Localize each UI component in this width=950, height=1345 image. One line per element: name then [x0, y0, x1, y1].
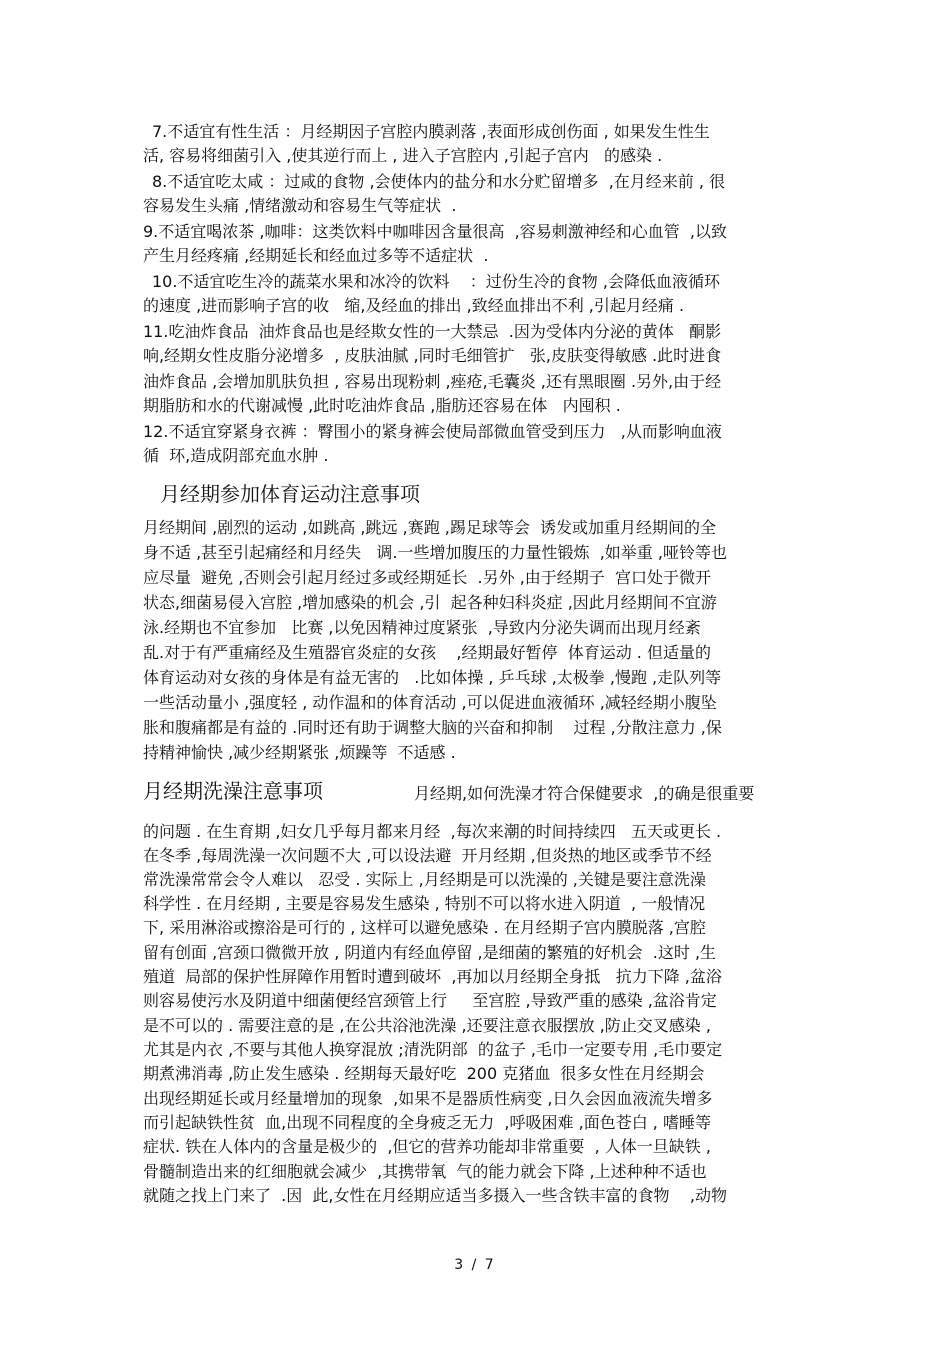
text-line: 留有创面 ,宫颈口微微开放 , 阴道内有经血停留 ,是细菌的繁殖的好机会 .这时 ,生 — [143, 943, 717, 962]
text-line: 常洗澡常常会令人难以 忍受 . 实际上 ,月经期是可以洗澡的 ,关键是要注意洗澡 — [143, 870, 706, 889]
text-line: 油炸食品 ,会增加肌肤负担 , 容易出现粉刺 ,痤疮,毛囊炎 ,还有黑眼圈 .另外,由于经 — [143, 372, 722, 391]
text-line: 体育运动对女孩的身体是有益无害的 .比如体操 , 乒乓球 ,太极拳 ,慢跑 ,走队列等 — [143, 668, 722, 687]
text-line: 期煮沸消毒 ,防止发生感染 . 经期每天最好吃 200 克猪血 很多女性在月经期会 — [143, 1064, 705, 1083]
text-line: 7.不适宜有性生活 ：月经期因子宫腔内膜剥落 ,表面形成创伤面 , 如果发生性生 — [152, 122, 710, 141]
text-line: 一些活动量小 ,强度轻 , 动作温和的体育活动 ,可以促进血液循环 ,减轻经期小腹坠 — [143, 693, 717, 712]
text-line: 12.不适宜穿紧身衣裤 ：臀围小的紧身裤会使局部微血管受到压力 ,从而影响血液 — [143, 422, 722, 441]
text-line: 响,经期女性皮脂分泌增多 , 皮肤油腻 ,同时毛细管扩 张,皮肤变得敏感 .此时进食 — [143, 346, 722, 365]
text-line: 殖道 局部的保护性屏障作用暂时遭到破坏 ,再加以月经期全身抵 抗力下降 ,盆浴 — [143, 967, 722, 986]
text-line: 10.不适宜吃生冷的蔬菜水果和冰冷的饮料 ：过份生冷的食物 ,会降低血液循环 — [152, 272, 720, 291]
text-line: 9.不适宜喝浓茶 ,咖啡：这类饮料中咖啡因含量很高 ,容易刺激神经和心血管 ,以致 — [143, 222, 727, 241]
text-line: 月经期间 ,剧烈的运动 ,如跳高 ,跳远 ,赛跑 ,踢足球等会 诱发或加重月经期间的全 — [143, 518, 717, 537]
text-line: 症状. 铁在人体内的含量是极少的 ,但它的营养功能却非常重要 , 人体一旦缺铁 , — [143, 1137, 711, 1156]
text-line: 骨髓制造出来的红细胞就会减少 ,其携带氧 气的能力就会下降 ,上述种种不适也 — [143, 1162, 707, 1181]
text-line: 科学性 . 在月经期 , 主要是容易发生感染 , 特别不可以将水进入阴道 , 一般情况 — [143, 894, 706, 913]
page-number: 3 / 7 — [454, 1257, 496, 1273]
text-line: 乱.对于有严重痛经及生殖器官炎症的女孩 ,经期最好暂停 体育运动 . 但适量的 — [143, 643, 711, 662]
text-line: 尤其是内衣 ,不要与其他人换穿混放 ;清洗阴部 的盆子 ,毛巾一定要专用 ,毛巾要定 — [143, 1040, 723, 1059]
text-line: 月经期,如何洗澡才符合保健要求 ,的确是很重要 — [414, 784, 755, 803]
text-line: 活, 容易将细菌引入 ,使其逆行而上 , 进入子宫腔内 ,引起子宫内 的感染 . — [143, 146, 663, 165]
text-line: 下, 采用淋浴或擦浴是可行的 , 这样可以避免感染 . 在月经期子宫内膜脱落 ,宫腔 — [143, 918, 706, 937]
text-line: 是不可以的 . 需要注意的是 ,在公共浴池洗澡 ,还要注意衣服摆放 ,防止交叉感染 , — [143, 1016, 711, 1035]
text-line: 就随之找上门来了 .因 此,女性在月经期应适当多摄入一些含铁丰富的食物 ,动物 — [143, 1186, 727, 1205]
text-line: 11.吃油炸食品 油炸食品也是经欺女性的一大禁忌 .因为受体内分泌的黄体 酮影 — [143, 322, 722, 341]
text-line: 8.不适宜吃太咸 ：过咸的食物 ,会使体内的盐分和水分贮留增多 ,在月经来前 , 很 — [152, 172, 726, 191]
text-line: 则容易使污水及阴道中细菌便经宫颈管上行 至宫腔 ,导致严重的感染 ,盆浴肯定 — [143, 991, 717, 1010]
text-line: 的速度 ,进而影响子宫的收 缩,及经血的排出 ,致经血排出不利 ,引起月经痛 . — [143, 296, 685, 315]
text-line: 状态,细菌易侵入宫腔 ,增加感染的机会 ,引 起各种妇科炎症 ,因此月经期间不宜游 — [143, 593, 717, 612]
text-line: 应尽量 避免 ,否则会引起月经过多或经期延长 .另外 ,由于经期子 宫口处于微开 — [143, 568, 711, 587]
text-line: 产生月经疼痛 ,经期延长和经血过多等不适症状 . — [143, 246, 489, 265]
text-line: 出现经期延长或月经量增加的现象 ,如果不是器质性病变 ,日久会因血液流失增多 — [143, 1089, 713, 1108]
text-line: 泳.经期也不宜参加 比赛 ,以免因精神过度紧张 ,导致内分泌失调而出现月经紊 — [143, 618, 701, 637]
text-line: 容易发生头痛 ,情绪激动和容易生气等症状 . — [143, 196, 457, 215]
text-line: 在冬季 ,每周洗澡一次问题不大 ,可以设法避 开月经期 ,但炎热的地区或季节不经 — [143, 846, 712, 865]
text-line: 胀和腹痛都是有益的 .同时还有助于调整大脑的兴奋和抑制 过程 ,分散注意力 ,保 — [143, 718, 722, 737]
text-line: 而引起缺铁性贫 血,出现不同程度的全身疲乏无力 ,呼吸困难 ,面色苍白 , 嗜睡等 — [143, 1113, 711, 1132]
text-line: 循 环,造成阴部充血水肿 . — [143, 446, 329, 465]
text-line: 持精神愉快 ,减少经期紧张 ,烦躁等 不适感 . — [143, 743, 456, 762]
text-line: 身不适 ,甚至引起痛经和月经失 调.一些增加腹压的力量性锻炼 ,如举重 ,哑铃等也 — [143, 543, 727, 562]
section-heading: 月经期参加体育运动注意事项 — [160, 482, 420, 506]
text-line: 的问题 . 在生育期 ,妇女几乎每月都来月经 ,每次来潮的时间持续四 五天或更长 . — [143, 822, 722, 841]
text-line: 期脂肪和水的代谢减慢 ,此时吃油炸食品 ,脂肪还容易在体 内囤积 . — [143, 396, 621, 415]
section-heading: 月经期洗澡注意事项 — [143, 779, 323, 803]
